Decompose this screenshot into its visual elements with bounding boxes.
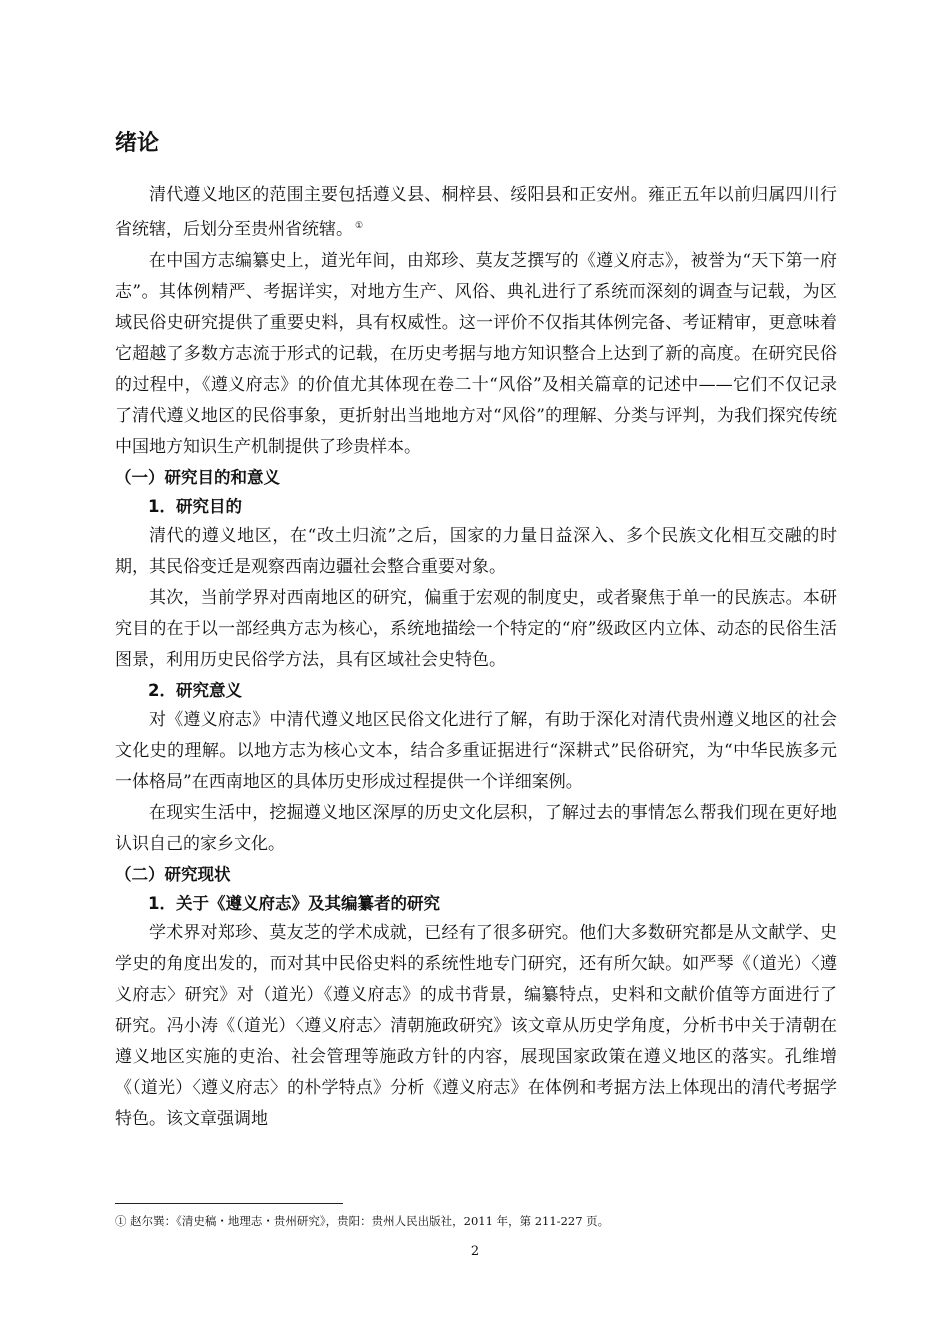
paragraph: 在中国方志编纂史上，道光年间，由郑珍、莫友芝撰写的《遵义府志》，被誉为“天下第一府志”。其体例精严、考据详实，对地方生产、风俗、典礼进行了系统而深刻的调查与记载，为区域民俗史研究提供了重要史料，具有权威性。这一评价不仅指其体例完备、考证精审，更意味着它超越了多数方志流于形式的记载，在历史考据与地方知识整合上达到了新的高度。在研究民俗的过程中，《遵义府志》的价值尤其体现在卷二十“风俗”及相关篇章的记述中——它们不仅记录了清代遵义地区的民俗事象，更折射出当地地方对“风俗”的理解、分类与评判，为我们探究传统中国地方知识生产机制提供了珍贵样本。 [115,250,837,457]
paragraph: 在现实生活中，挖掘遵义地区深厚的历史文化层积，了解过去的事情怎么帮我们现在更好地认识自己的家乡文化。 [115,802,837,854]
paragraph: 清代的遵义地区，在“改土归流”之后，国家的力量日益深入、多个民族文化相互交融的时期，其民俗变迁是观察西南边疆社会整合重要对象。 [115,525,837,577]
paragraph-text: 清代遵义地区的范围主要包括遵义县、桐梓县、绥阳县和正安州。雍正五年以前归属四川行省统辖，后划分至贵州省统辖。 [115,185,837,240]
paragraph: 其次，当前学界对西南地区的研究，偏重于宏观的制度史，或者聚焦于单一的民族志。本研究目的在于以一部经典方志为核心，系统地描绘一个特定的“府”级政区内立体、动态的民俗生活图景，利用历史民俗学方法，具有区域社会史特色。 [115,587,837,670]
subsection-heading: 2．研究意义 [148,680,242,700]
footnote-mark: ① [115,1214,127,1228]
page-number: 2 [470,1244,480,1259]
paragraph: 对《遵义府志》中清代遵义地区民俗文化进行了解，有助于深化对清代贵州遵义地区的社会文化史的理解。以地方志为核心文本，结合多重证据进行“深耕式”民俗研究，为“中华民族多元一体格局”在西南地区的具体历史形成过程提供一个详细案例。 [115,709,837,792]
section-heading: （一）研究目的和意义 [115,467,280,487]
footnote-text: 赵尔巽：《清史稿・地理志・贵州研究》，贵阳：贵州人民出版社，2011 年，第 211-227 页。 [130,1214,610,1228]
section-heading: （二）研究现状 [115,864,231,884]
subsection-heading: 1．研究目的 [148,496,242,516]
paragraph [115,180,837,246]
paragraph: 学术界对郑珍、莫友芝的学术成就，已经有了很多研究。他们大多数研究都是从文献学、史学史的角度出发的，而对其中民俗史料的系统性地专门研究，还有所欠缺。如严琴《（道光）〈遵义府志〉研究》对（道光）《遵义府志》的成书背景，编纂特点，史料和文献价值等方面进行了研究。冯小涛《（道光）〈遵义府志〉清朝施政研究》该文章从历史学角度，分析书中关于清朝在遵义地区实施的吏治、社会管理等施政方针的内容，展现国家政策在遵义地区的落实。孔维增《（道光）〈遵义府志〉的朴学特点》分析《遵义府志》在体例和考据方法上体现出的清代考据学特色。该文章强调地 [115,922,837,1129]
footnote [115,1212,837,1230]
chapter-title: 绪论 [115,131,160,156]
footnote-reference[interactable]: ① [355,221,364,231]
subsection-heading: 1．关于《遵义府志》及其编纂者的研究 [148,893,440,913]
footnote-separator [115,1203,343,1204]
page-body [115,128,837,1135]
